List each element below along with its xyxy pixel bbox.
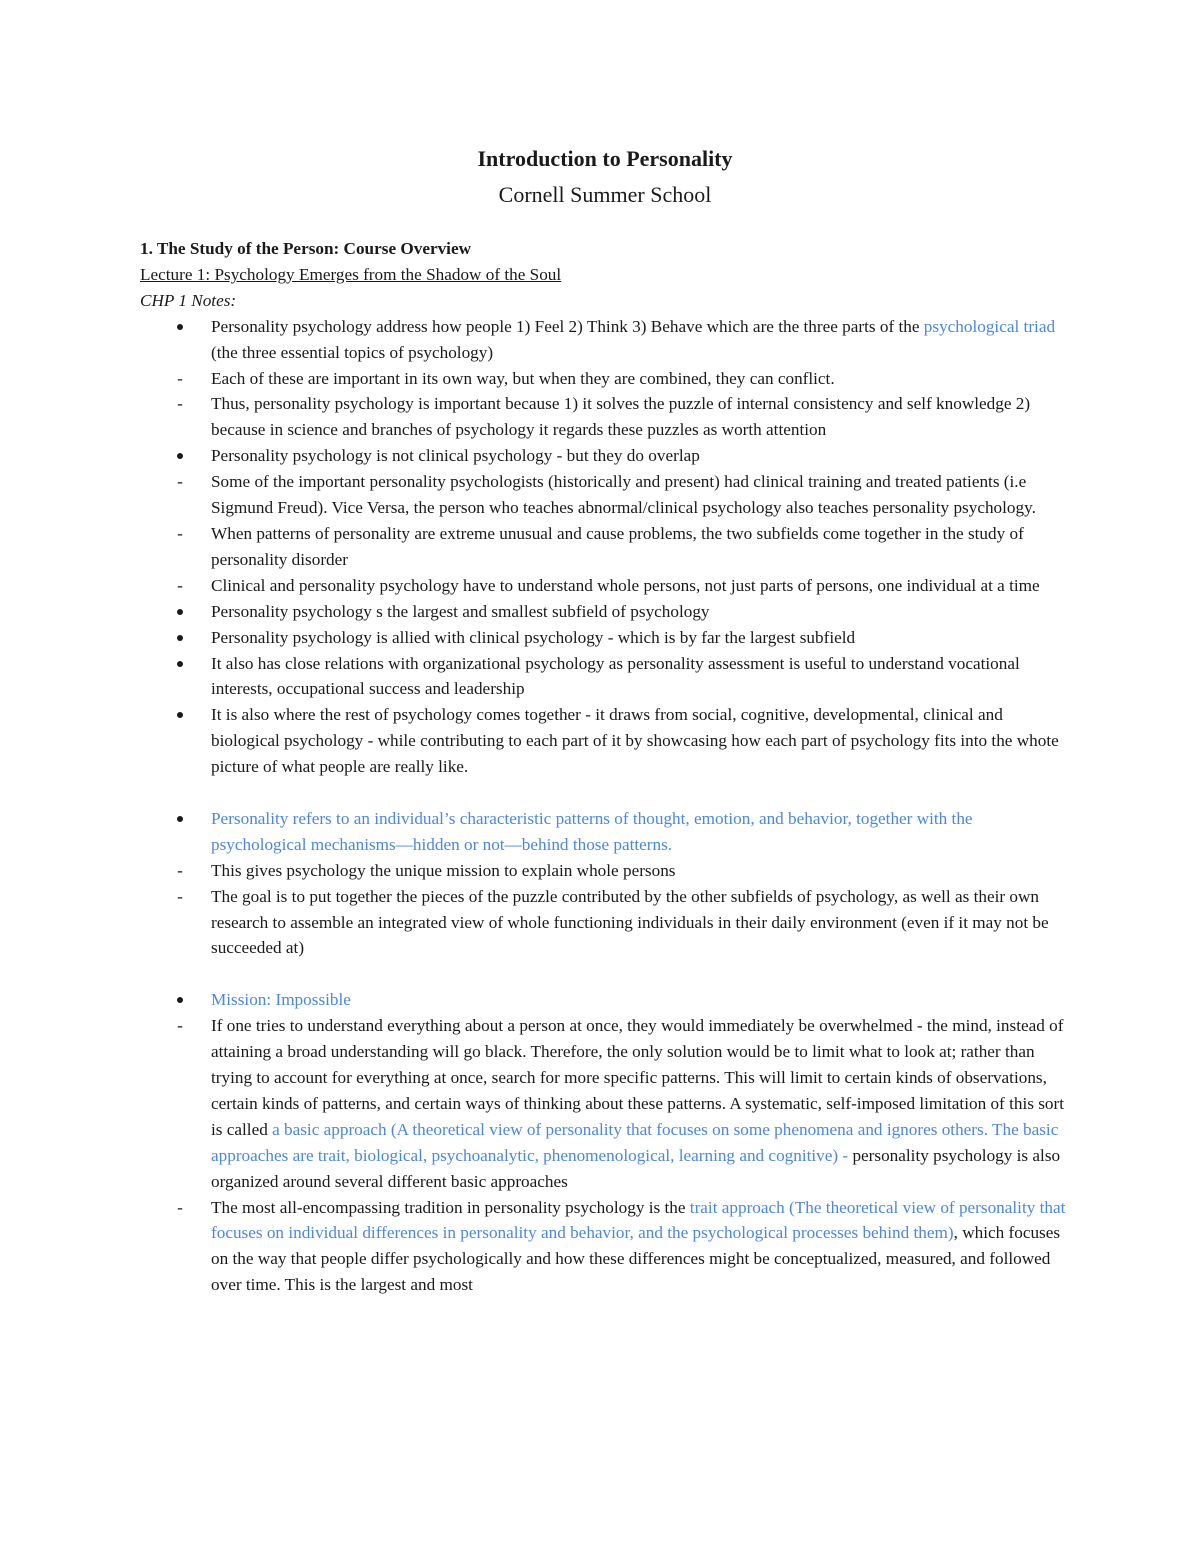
term-psychological-triad: psychological triad xyxy=(923,316,1056,336)
dash-marker: - xyxy=(177,394,183,414)
bullet-item: Personality psychology is not clinical psychology - but they do overlap xyxy=(211,446,700,466)
document-subtitle: Cornell Summer School xyxy=(498,182,712,207)
notes-label: CHP 1 Notes: xyxy=(140,290,237,310)
dash-item: - If one tries to understand everything about a person at once, they would immediately be overwhelmed - the mind, instead of attaining a broad understanding will go black. Therefore, the only solution would be to limit what to look at; rather than trying to account for everything at once, search for more specific patterns. This will limit to certain kinds of observations, certain kinds of patterns, and certain ways of thinking about these patterns. A systematic, self-imposed limitation of this sort is called a basic approach (A theoretical view of personality that focuses on some phenomena and ignores others. The basic approaches are trait, biological, psychoanalytic, phenomenological, learning and cognitive) - personality psychology is also organized around several different basic approaches xyxy=(140,1013,1070,1194)
dash-item: - When patterns of personality are extreme unusual and cause problems, the two subfields come together in the study of personality disorder xyxy=(140,521,1070,573)
spacer xyxy=(140,961,1070,987)
heading-mission-impossible: Mission: Impossible xyxy=(211,990,351,1010)
notes-list xyxy=(140,987,1070,1298)
dash-marker: - xyxy=(177,886,183,906)
dash-item: - The most all-encompassing tradition in personality psychology is the trait approach (The theoretical view of personality that focuses on individual differences in personality and behavior, and the psychological processes behind them), which focuses on the way that people differ psychologically and how these differences might be conceptualized, measured, and followed over time. This is the largest and most xyxy=(140,1195,1070,1299)
bullet-item: It also has close relations with organizational psychology as personality assessment is useful to understand vocational interests, occupational success and leadership xyxy=(211,653,1020,699)
dash-marker: - xyxy=(177,1197,183,1217)
document-page xyxy=(140,140,1070,1298)
dash-marker: - xyxy=(177,368,183,388)
document-title: Introduction to Personality xyxy=(477,146,733,171)
spacer xyxy=(140,780,1070,806)
term-trait-approach: trait approach (The theoretical view of personality that focuses on individual differences in personality and behavior, and the psychological processes behind them) xyxy=(211,1197,1066,1243)
section-heading: 1. The Study of the Person: Course Overview xyxy=(140,239,471,258)
bullet-item xyxy=(140,987,1070,1013)
dash-item: - This gives psychology the unique mission to explain whole persons xyxy=(140,858,1070,884)
dash-marker: - xyxy=(177,523,183,543)
dash-item: - The goal is to put together the pieces of the puzzle contributed by the other subfields of psychology, as well as their own research to assemble an integrated view of whole functioning individuals in their daily environment (even if it may not be succeeded at) xyxy=(140,884,1070,962)
dash-item: - Each of these are important in its own way, but when they are combined, they can conflict. xyxy=(140,366,1070,392)
dash-marker: - xyxy=(177,1016,183,1036)
bullet-item: It is also where the rest of psychology comes together - it draws from social, cognitive, developmental, clinical and biological psychology - while contributing to each part of it by showcasing how each part of psychology fits into the whote picture of what people are really like. xyxy=(211,705,1059,777)
dash-item: - Thus, personality psychology is important because 1) it solves the puzzle of internal consistency and self knowledge 2) because in science and branches of psychology it regards these puzzles as worth attention xyxy=(140,391,1070,443)
dash-item: - Clinical and personality psychology have to understand whole persons, not just parts of persons, one individual at a time xyxy=(140,573,1070,599)
bullet-item: Personality psychology is allied with clinical psychology - which is by far the largest subfield xyxy=(211,627,856,647)
notes-list xyxy=(140,314,1070,780)
notes-list xyxy=(140,806,1070,961)
bullet-item xyxy=(140,806,1070,858)
definition-personality: Personality refers to an individual’s characteristic patterns of thought, emotion, and behavior, together with the psychological mechanisms—hidden or not—behind those patterns. xyxy=(211,808,973,854)
dash-item: - Some of the important personality psychologists (historically and present) had clinical training and treated patients (i.e Sigmund Freud). Vice Versa, the person who teaches abnormal/clinical psychology also teaches personality psychology. xyxy=(140,469,1070,521)
bullet-item: Personality psychology address how people 1) Feel 2) Think 3) Behave which are the three parts of the psychological triad (the three essential topics of psychology) xyxy=(211,316,1056,362)
dash-marker: - xyxy=(177,575,183,595)
term-basic-approach: a basic approach (A theoretical view of personality that focuses on some phenomena and ignores others. The basic approaches are trait, biological, psychoanalytic, phenomenological, learning and cognitive) - xyxy=(211,1119,1059,1165)
lecture-title: Lecture 1: Psychology Emerges from the Shadow of the Soul xyxy=(140,264,562,284)
dash-marker: - xyxy=(177,860,183,880)
dash-marker: - xyxy=(177,472,183,492)
bullet-item: Personality psychology s the largest and smallest subfield of psychology xyxy=(211,601,710,621)
